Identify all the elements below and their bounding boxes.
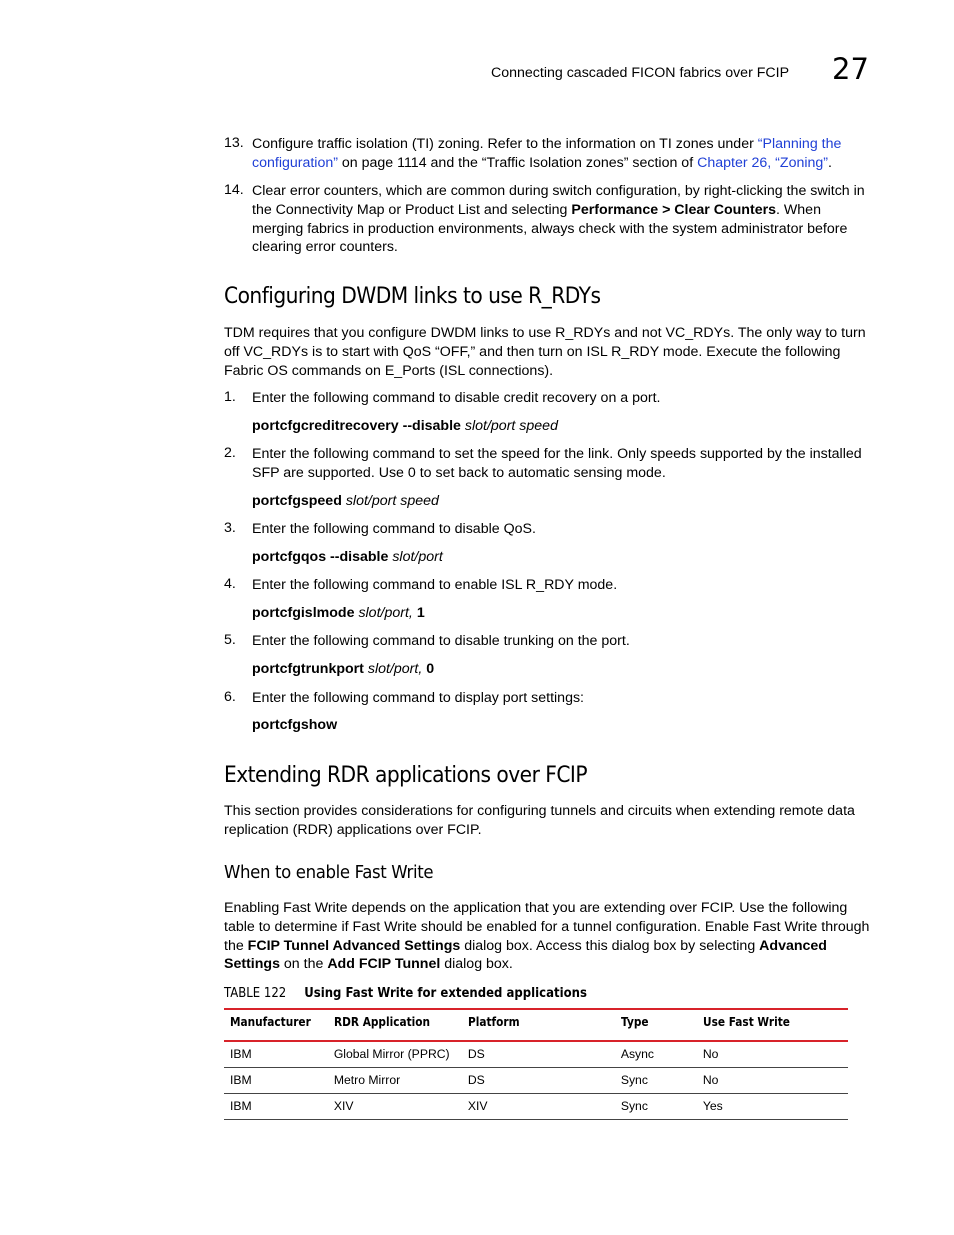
subsection-heading-fast-write: When to enable Fast Write	[224, 862, 434, 883]
column-header: RDR Application	[333, 1014, 430, 1029]
table-cell: Yes	[702, 1098, 723, 1113]
step-text: Enter the following command to display port settings:	[252, 690, 584, 706]
step-number: 2.	[224, 445, 236, 461]
step-text: Clear error counters, which are common during switch configuration, by right-clicking the switch in the Connectivity Map or Product List and selecting Performance > Clear Counters. When merging fabrics in production environments, always check with the system administrator before clearing error counters.	[252, 183, 865, 256]
step-number: 13.	[224, 135, 244, 151]
command-name: portcfgqos --disable	[252, 549, 389, 565]
table-cell: IBM	[230, 1098, 252, 1113]
command-line	[252, 549, 443, 565]
running-header-title: Connecting cascaded FICON fabrics over FCIP	[491, 65, 790, 81]
step-text: Enter the following command to disable QoS.	[252, 521, 536, 537]
table-cell: No	[702, 1046, 719, 1061]
command-line	[252, 493, 439, 509]
table-caption	[224, 986, 587, 1001]
step-number: 5.	[224, 632, 236, 648]
column-header: Type	[620, 1014, 649, 1029]
menu-path-bold: Performance > Clear Counters	[571, 201, 777, 218]
table-cell: XIV	[467, 1098, 488, 1113]
table-cell: DS	[467, 1072, 485, 1087]
table-cell: IBM	[230, 1046, 252, 1061]
table-cell: Metro Mirror	[333, 1072, 401, 1087]
step-number: 1.	[224, 389, 236, 405]
table-title: Using Fast Write for extended applications	[304, 986, 587, 1001]
table-row	[224, 1068, 848, 1094]
step-number: 14.	[224, 182, 244, 198]
command-line	[252, 717, 337, 733]
dialog-name-bold: FCIP Tunnel Advanced Settings	[247, 937, 461, 954]
fast-write-paragraph: Enabling Fast Write depends on the application that you are extending over FCIP. Use the following table to determine if Fast Write should be enabled for a tunnel configuration. Enable Fast Write through the FCIP Tunnel Advanced Settings dialog box. Access this dialog box by selecting Advanced Settings on the Add FCIP Tunnel dialog box.	[224, 900, 870, 973]
command-args: slot/port speed	[464, 418, 558, 434]
chapter-number: 27	[832, 52, 869, 86]
step-text: Enter the following command to disable trunking on the port.	[252, 633, 630, 649]
table-cell: XIV	[333, 1098, 354, 1113]
column-header: Platform	[467, 1014, 520, 1029]
command-value: 1	[416, 605, 425, 621]
command-name: portcfgspeed	[252, 493, 342, 509]
table-row	[224, 1041, 848, 1068]
section-intro-rdr: This section provides considerations for configuring tunnels and circuits when extending remote data replication (RDR) applications over FCIP.	[224, 803, 855, 838]
step-text: Enter the following command to set the speed for the link. Only speeds supported by the installed SFP are supported. Use 0 to set back to automatic sensing mode.	[252, 446, 862, 481]
command-value: 0	[426, 661, 435, 677]
planning-configuration-link[interactable]: “Planning the configuration”	[252, 136, 842, 171]
table-cell: Global Mirror (PPRC)	[333, 1046, 450, 1061]
step-number: 3.	[224, 520, 236, 536]
step-number: 4.	[224, 576, 236, 592]
table-header-row	[224, 1009, 848, 1041]
command-line	[252, 661, 434, 677]
table-cell: IBM	[230, 1072, 252, 1087]
step-number: 6.	[224, 689, 236, 705]
table-cell: Sync	[620, 1098, 648, 1113]
command-line	[252, 605, 425, 621]
command-args: slot/port,	[358, 605, 413, 621]
table-cell: DS	[467, 1046, 485, 1061]
column-header: Use Fast Write	[702, 1014, 790, 1029]
step-text: Configure traffic isolation (TI) zoning. Refer to the information on TI zones under “Planning the configuration” on page 1114 and the “Traffic Isolation zones” section of Chapter 26, “Zoning”.	[252, 136, 842, 171]
command-name: portcfgislmode	[252, 605, 355, 621]
command-name: portcfgcreditrecovery --disable	[252, 418, 461, 434]
column-header: Manufacturer	[230, 1014, 311, 1029]
command-name: portcfgshow	[252, 717, 338, 733]
table-cell: Async	[620, 1046, 655, 1061]
section-heading-rdr: Extending RDR applications over FCIP	[224, 763, 587, 788]
section-intro-dwdm: TDM requires that you configure DWDM links to use R_RDYs and not VC_RDYs. The only way to turn off VC_RDYs is to start with QoS “OFF,” and then turn on ISL R_RDY mode. Execute the following Fabric OS commands on E_Ports (ISL connections).	[224, 325, 866, 379]
table-row	[224, 1094, 848, 1120]
step-text: Enter the following command to disable credit recovery on a port.	[252, 390, 661, 406]
step-text: Enter the following command to enable ISL R_RDY mode.	[252, 577, 618, 593]
command-line	[252, 418, 558, 434]
menu-item-bold: Advanced Settings	[224, 937, 827, 973]
fast-write-table	[224, 1008, 848, 1120]
command-args: slot/port speed	[345, 493, 439, 509]
dialog-name-bold: Add FCIP Tunnel	[327, 956, 441, 973]
command-args: slot/port,	[367, 661, 423, 677]
table-cell: No	[702, 1072, 719, 1087]
command-args: slot/port	[392, 549, 443, 565]
table-label: TABLE 122	[224, 986, 287, 1001]
command-name: portcfgtrunkport	[252, 661, 364, 677]
table-cell: Sync	[620, 1072, 648, 1087]
section-heading-dwdm: Configuring DWDM links to use R_RDYs	[224, 284, 601, 309]
chapter-26-zoning-link[interactable]: Chapter 26, “Zoning”	[697, 154, 829, 171]
